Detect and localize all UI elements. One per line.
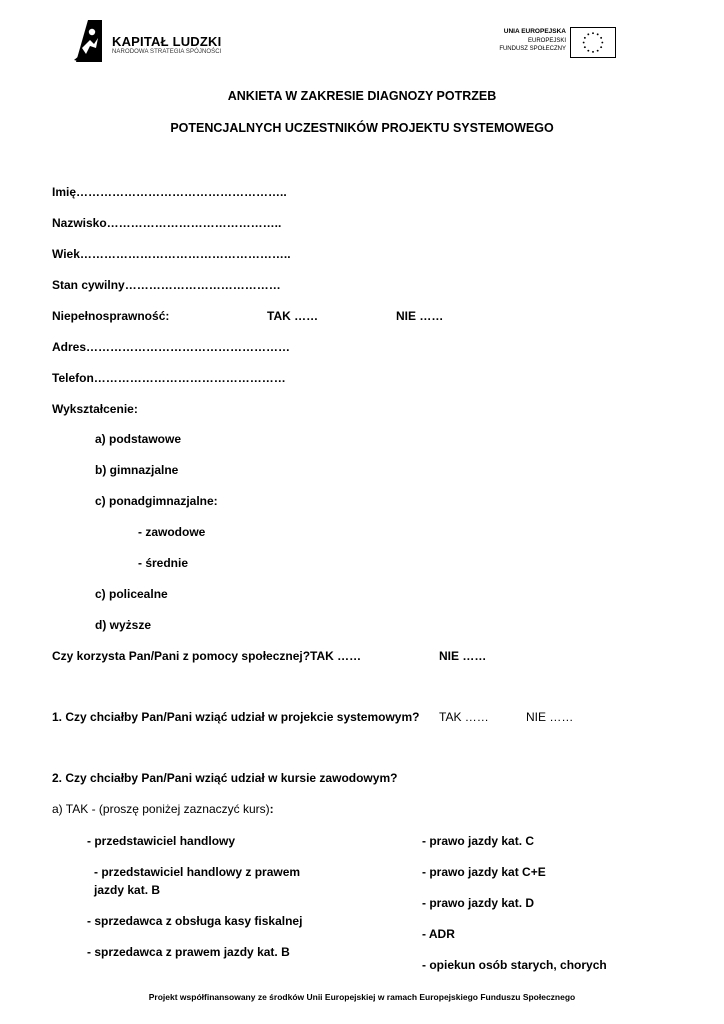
field-wiek[interactable]: Wiek……………………………………………..: [52, 247, 291, 261]
field-telefon[interactable]: Telefon…………………………………………: [52, 371, 286, 385]
education-option-b[interactable]: b) gimnazjalne: [95, 463, 179, 477]
field-nazwisko[interactable]: Nazwisko……………………………………..: [52, 216, 282, 230]
course-right-1[interactable]: - prawo jazdy kat. C: [422, 834, 535, 848]
education-option-d[interactable]: d) wyższe: [95, 618, 152, 632]
course-right-2[interactable]: - prawo jazdy kat C+E: [422, 865, 546, 879]
q2-question: 2. Czy chciałby Pan/Pani wziąć udział w kursie zawodowym?: [52, 771, 398, 785]
q2-option-a-colon: :: [269, 802, 274, 816]
course-right-4[interactable]: - ADR: [422, 927, 455, 941]
course-left-3[interactable]: - sprzedawca z obsługa kasy fiskalnej: [87, 914, 303, 928]
eu-label: [470, 28, 566, 54]
education-option-policealne[interactable]: c) policealne: [95, 587, 168, 601]
education-option-c-srednie[interactable]: - średnie: [138, 556, 189, 570]
assistance-question: Czy korzysta Pan/Pani z pomocy społecznej?: [52, 649, 311, 663]
q1-question: 1. Czy chciałby Pan/Pani wziąć udział w projekcie systemowym?: [52, 710, 420, 724]
page-title-line1: ANKIETA W ZAKRESIE DIAGNOZY POTRZEB: [227, 89, 497, 103]
q2-option-a[interactable]: [52, 802, 274, 816]
course-left-1[interactable]: - przedstawiciel handlowy: [87, 834, 236, 848]
education-option-c-zawodowe[interactable]: - zawodowe: [138, 525, 206, 539]
q1-tak[interactable]: TAK ……: [439, 710, 489, 724]
course-right-3[interactable]: - prawo jazdy kat. D: [422, 896, 535, 910]
course-left-4[interactable]: - sprzedawca z prawem jazdy kat. B: [87, 945, 290, 959]
eu-label-line2: EUROPEJSKI: [527, 37, 566, 44]
field-stan-cywilny[interactable]: Stan cywilny…………………………………: [52, 278, 281, 292]
field-niepelnosprawnosc-label: Niepełnosprawność:: [52, 309, 170, 323]
assistance-tak[interactable]: TAK ……: [310, 649, 362, 663]
field-adres[interactable]: Adres……………………………………………: [52, 340, 291, 354]
course-left-2[interactable]: - przedstawiciel handlowy z prawem: [94, 865, 301, 879]
page-title-line2: POTENCJALNYCH UCZESTNIKÓW PROJEKTU SYSTEMOWEGO: [170, 121, 554, 135]
assistance-nie[interactable]: NIE ……: [439, 649, 487, 663]
footer-note: Projekt współfinansowany ze środków Unii Europejskiej w ramach Europejskiego Funduszu Społecznego: [148, 992, 576, 1002]
education-label: Wykształcenie:: [52, 402, 138, 416]
q1-nie[interactable]: NIE ……: [526, 710, 574, 724]
eu-flag-icon: [570, 27, 616, 58]
course-left-2-cont: jazdy kat. B: [94, 883, 161, 897]
eu-label-line1: UNIA EUROPEJSKA: [503, 28, 566, 35]
niepelnosprawnosc-nie[interactable]: NIE ……: [396, 309, 444, 323]
field-imie[interactable]: Imię……………………………………………..: [52, 185, 287, 199]
logo-title: KAPITAŁ LUDZKI: [112, 34, 222, 49]
education-option-a[interactable]: a) podstawowe: [95, 432, 182, 446]
niepelnosprawnosc-tak[interactable]: TAK ……: [267, 309, 319, 323]
course-right-5[interactable]: - opiekun osób starych, chorych: [422, 958, 607, 972]
logo-subtitle: NARODOWA STRATEGIA SPÓJNOŚCI: [112, 49, 222, 55]
education-option-c[interactable]: c) ponadgimnazjalne:: [95, 494, 218, 508]
q2-option-a-text: a) TAK - (proszę poniżej zaznaczyć kurs): [52, 802, 270, 816]
eu-label-line3: FUNDUSZ SPOŁECZNY: [499, 46, 566, 52]
